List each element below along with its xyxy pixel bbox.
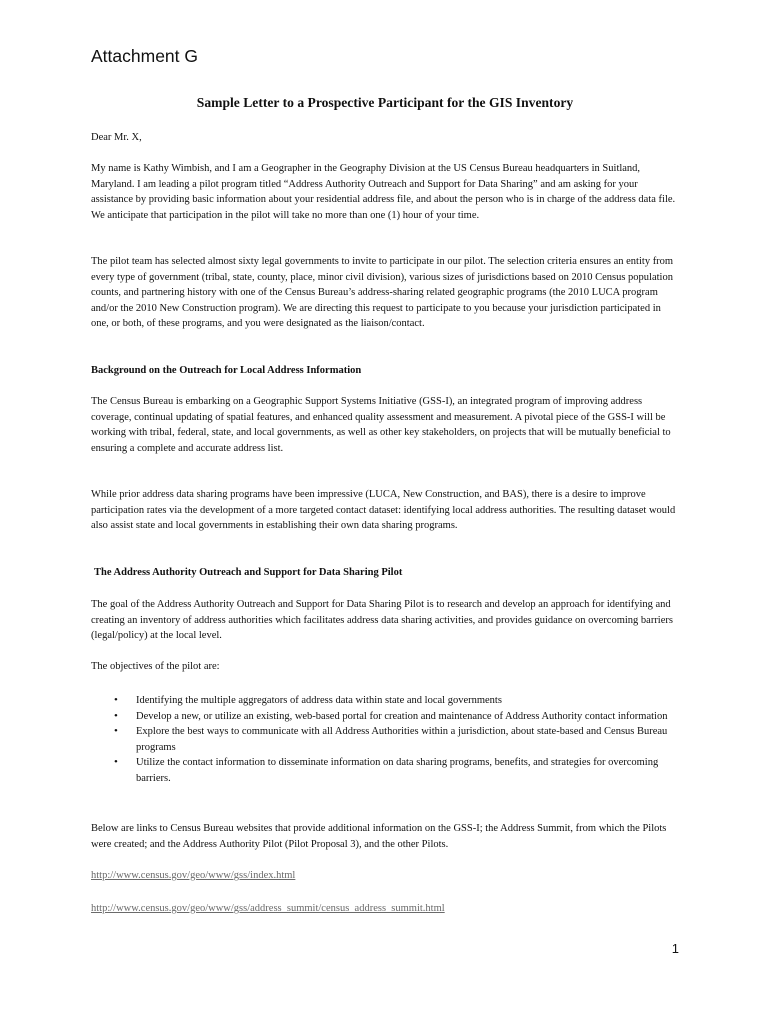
bullet-icon: •	[114, 756, 118, 768]
attachment-label: Attachment G	[91, 46, 198, 66]
list-item	[91, 755, 681, 786]
list-item	[91, 693, 681, 709]
paragraph-intro: My name is Kathy Wimbish, and I am a Geographer in the Geography Division at the US Census Bureau headquarters in Suitland, Maryland. I am leading a pilot program titled “Address Authority Outreach and Support for Data Sharing” and am asking for your assistance by providing basic information about your residential address file, and about the person who is in charge of the address data file. We anticipate that participation in the pilot will take no more than one (1) hour of your time.	[91, 163, 676, 221]
list-item	[91, 709, 681, 725]
bullet-icon: •	[114, 725, 118, 737]
objective-text: Explore the best ways to communicate with all Address Authorities within a jurisdiction, about state-based and Census Bureau programs	[136, 726, 668, 753]
heading-pilot: The Address Authority Outreach and Support for Data Sharing Pilot	[94, 567, 403, 578]
bullet-icon: •	[114, 694, 118, 706]
objective-text: Develop a new, or utilize an existing, web-based portal for creation and maintenance of Address Authority contact information	[136, 710, 668, 722]
objective-text: Identifying the multiple aggregators of address data within state and local governments	[136, 695, 502, 706]
paragraph-background: The Census Bureau is embarking on a Geographic Support Systems Initiative (GSS-I), an integrated program of improving address coverage, continual updating of spatial features, and enhanced quality assessment and measurement. A pivotal piece of the GSS-I will be working with tribal, federal, state, and local governments, as well as other key stakeholders, on projects that will be mutually beneficial to ensuring a complete and accurate address list.	[91, 396, 671, 454]
bullet-icon: •	[114, 709, 118, 722]
paragraph-objectives-intro: The objectives of the pilot are:	[91, 661, 220, 672]
paragraph-links-intro: Below are links to Census Bureau websites that provide additional information on the GSS-I; the Address Summit, from which the Pilots were created; and the Address Authority Pilot (Pilot Proposal 3), and the other Pilots.	[91, 823, 667, 850]
page-number: 1	[671, 941, 679, 956]
objective-text: Utilize the contact information to disseminate information on data sharing programs, benefits, and strategies for overcoming barriers.	[136, 757, 659, 784]
paragraph-goal: The goal of the Address Authority Outreach and Support for Data Sharing Pilot is to research and develop an approach for identifying and creating an inventory of address authorities which facilitates address data sharing activities, and provides guidance on overcoming barriers (legal/policy) at the local level.	[91, 599, 673, 641]
paragraph-selection: The pilot team has selected almost sixty legal governments to invite to participate in our pilot. The selection criteria ensures an entity from every type of government (tribal, state, county, place, minor civil division), various sizes of jurisdictions based on 2010 Census population counts, and partnering history with one of the Census Bureau’s address-sharing related geographic programs (the 2010 LUCA program and/or the 2010 New Construction program). We are directing this request to participate to you because your jurisdiction participated in one, or both, of these programs, and you were designated as the liaison/contact.	[91, 256, 674, 329]
list-item	[91, 724, 681, 755]
salutation: Dear Mr. X,	[91, 132, 142, 143]
link-gss-index[interactable]: http://www.census.gov/geo/www/gss/index.html	[91, 870, 296, 881]
objectives-list	[91, 693, 681, 786]
link-address-summit[interactable]: http://www.census.gov/geo/www/gss/address_summit/census_address_summit.html	[91, 903, 445, 914]
document-title: Sample Letter to a Prospective Participant for the GIS Inventory	[196, 95, 574, 110]
paragraph-prior-programs: While prior address data sharing programs have been impressive (LUCA, New Construction, and BAS), there is a desire to improve participation rates via the development of a more targeted contact dataset: identifying local address authorities. The resulting dataset would also assist state and local governments in establishing their own data sharing programs.	[91, 489, 676, 531]
heading-background: Background on the Outreach for Local Address Information	[91, 365, 362, 376]
